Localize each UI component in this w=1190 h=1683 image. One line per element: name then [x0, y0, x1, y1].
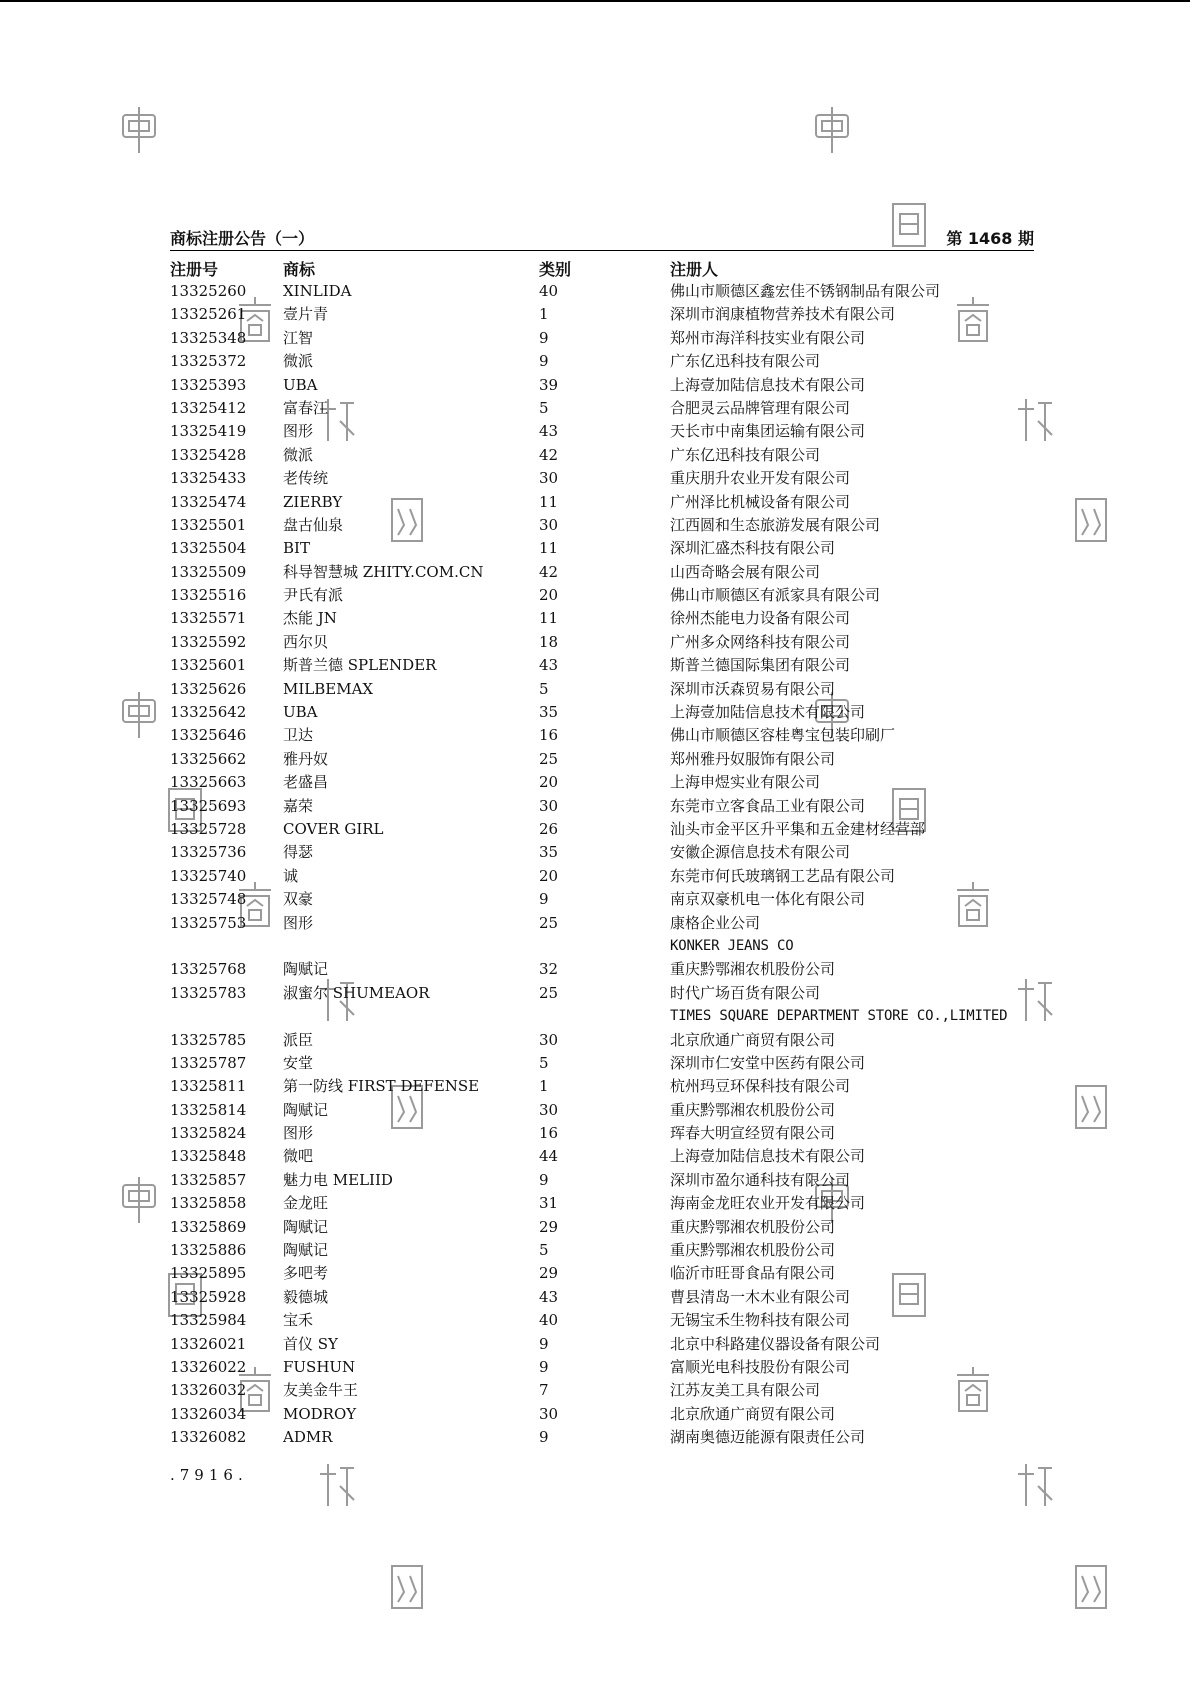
reg-no-cell: 13325260: [170, 282, 247, 300]
class-cell: 30: [539, 515, 559, 534]
watermark-icon: [388, 1562, 426, 1612]
registrant-cell: 徐州杰能电力设备有限公司: [670, 609, 851, 628]
table-row: [170, 397, 1034, 420]
table-row: [170, 795, 1034, 818]
table-row: [170, 350, 1034, 373]
table-row: [170, 841, 1034, 864]
table-row: [170, 1169, 1034, 1192]
reg-no-cell: 13325753: [170, 913, 247, 932]
registrant-cell: 东莞市何氏玻璃钢工艺品有限公司: [670, 866, 896, 885]
class-cell: 18: [539, 632, 559, 651]
registrant-cell: 重庆黔鄂湘农机股份公司: [670, 960, 836, 979]
col-mark: 商标: [283, 260, 316, 279]
table-row: [170, 1075, 1034, 1098]
reg-no-cell: 13325783: [170, 983, 247, 1002]
table-row: [170, 1029, 1034, 1052]
reg-no-cell: 13325504: [170, 539, 247, 558]
mark-cell: 图形: [283, 1124, 314, 1143]
table-row: [170, 303, 1034, 326]
mark-cell: 微派: [283, 445, 314, 464]
reg-no-cell: 13326022: [170, 1357, 247, 1376]
mark-cell: 金龙旺: [283, 1194, 329, 1213]
class-cell: 11: [539, 492, 559, 511]
reg-no-cell: 13325768: [170, 960, 247, 979]
registrant-cell: 时代广场百货有限公司: [670, 983, 821, 1002]
registrant-cell: 重庆黔鄂湘农机股份公司: [670, 1100, 836, 1119]
mark-cell: 陶赋记: [283, 1241, 329, 1260]
reg-no-cell: 13325848: [170, 1147, 247, 1166]
class-cell: 20: [539, 773, 559, 792]
mark-cell: XINLIDA: [283, 282, 352, 300]
class-cell: 40: [539, 1311, 559, 1330]
mark-cell: ZIERBY: [283, 492, 343, 511]
class-cell: 32: [539, 960, 559, 979]
registrant-cell: 安徽企源信息技术有限公司: [670, 843, 851, 862]
registration-table: [170, 280, 1034, 1450]
class-cell: 9: [539, 328, 549, 347]
registrant-cell: 无锡宝禾生物科技有限公司: [670, 1311, 851, 1330]
class-cell: 30: [539, 1100, 559, 1119]
table-row: [170, 491, 1034, 514]
registrant-cell: 北京欣通广商贸有限公司: [670, 1030, 836, 1049]
mark-cell: 老盛昌: [283, 773, 329, 792]
reg-no-cell: 13325626: [170, 679, 247, 698]
registrant-cell: 重庆黔鄂湘农机股份公司: [670, 1241, 836, 1260]
table-row: [170, 1122, 1034, 1145]
page-number: .7916.: [170, 1466, 248, 1484]
mark-cell: 富春江: [283, 398, 329, 417]
top-border: [0, 0, 1190, 2]
reg-no-cell: 13325261: [170, 305, 247, 324]
col-class: 类别: [539, 260, 572, 279]
table-row: [170, 865, 1034, 888]
table-row: [170, 1356, 1034, 1379]
registrant-cell: 珲春大明宣经贸有限公司: [670, 1124, 836, 1143]
reg-no-cell: 13325662: [170, 749, 247, 768]
table-row: [170, 1403, 1034, 1426]
registrant-cell: TIMES SQUARE DEPARTMENT STORE CO.,LIMITED: [670, 1008, 1008, 1025]
table-row: [170, 607, 1034, 630]
reg-no-cell: 13325509: [170, 562, 247, 581]
table-row: [170, 1262, 1034, 1285]
mark-cell: 卫达: [283, 726, 314, 745]
registrant-cell: 合肥灵云品牌管理有限公司: [670, 398, 851, 417]
table-row: [170, 678, 1034, 701]
reg-no-cell: 13325895: [170, 1264, 247, 1283]
registrant-cell: 深圳市盈尔通科技有限公司: [670, 1170, 851, 1189]
class-cell: 25: [539, 913, 559, 932]
registrant-cell: 广东亿迅科技有限公司: [670, 352, 821, 371]
class-cell: 25: [539, 983, 559, 1002]
registrant-cell: 上海壹加陆信息技术有限公司: [670, 703, 866, 722]
table-row: [170, 1216, 1034, 1239]
mark-cell: 图形: [283, 422, 314, 441]
class-cell: 30: [539, 796, 559, 815]
class-cell: 5: [539, 398, 549, 417]
reg-no-cell: 13325663: [170, 773, 247, 792]
watermark-icon: [1016, 1460, 1054, 1510]
registrant-cell: 临沂市旺哥食品有限公司: [670, 1264, 836, 1283]
table-row: [170, 1192, 1034, 1215]
registrant-cell: 深圳市仁安堂中医药有限公司: [670, 1053, 866, 1072]
mark-cell: 诚: [283, 866, 299, 885]
registrant-cell: 广东亿迅科技有限公司: [670, 445, 821, 464]
registrant-cell: 深圳市润康植物营养技术有限公司: [670, 305, 896, 324]
table-row: [170, 771, 1034, 794]
class-cell: 43: [539, 422, 559, 441]
table-row: [170, 1145, 1034, 1168]
reg-no-cell: 13326082: [170, 1428, 247, 1447]
reg-no-cell: 13325740: [170, 866, 247, 885]
mark-cell: 宝禾: [283, 1311, 314, 1330]
table-row: [170, 1005, 1034, 1028]
registrant-cell: 斯普兰德国际集团有限公司: [670, 656, 851, 675]
table-row: [170, 1286, 1034, 1309]
table-row: [170, 467, 1034, 490]
table-row: [170, 561, 1034, 584]
class-cell: 35: [539, 843, 559, 862]
table-row: [170, 631, 1034, 654]
registrant-cell: 佛山市顺德区鑫宏佳不锈钢制品有限公司: [670, 282, 941, 300]
table-row: [170, 982, 1034, 1005]
class-cell: 16: [539, 1124, 559, 1143]
class-cell: 5: [539, 1053, 549, 1072]
class-cell: 29: [539, 1217, 559, 1236]
mark-cell: 壹片青: [283, 305, 329, 324]
table-row: [170, 724, 1034, 747]
reg-no-cell: 13325419: [170, 422, 247, 441]
class-cell: 9: [539, 890, 549, 909]
mark-cell: 魅力电 MELIID: [283, 1170, 393, 1189]
mark-cell: UBA: [283, 375, 318, 394]
table-row: [170, 327, 1034, 350]
mark-cell: 西尔贝: [283, 632, 329, 651]
reg-no-cell: 13325858: [170, 1194, 247, 1213]
reg-no-cell: 13326034: [170, 1404, 247, 1423]
mark-cell: 老传统: [283, 469, 329, 488]
class-cell: 29: [539, 1264, 559, 1283]
reg-no-cell: 13325372: [170, 352, 247, 371]
class-cell: 9: [539, 352, 549, 371]
table-row: [170, 584, 1034, 607]
reg-no-cell: 13325811: [170, 1077, 247, 1096]
table-row: [170, 1379, 1034, 1402]
table-row: [170, 748, 1034, 771]
mark-cell: 雅丹奴: [283, 749, 329, 768]
registrant-cell: 佛山市顺德区有派家具有限公司: [670, 586, 881, 605]
class-cell: 7: [539, 1381, 549, 1400]
registrant-cell: 深圳汇盛杰科技有限公司: [670, 539, 836, 558]
registrant-cell: 上海申煜实业有限公司: [670, 773, 821, 792]
reg-no-cell: 13325393: [170, 375, 247, 394]
watermark-icon: [1072, 495, 1110, 545]
col-reg-no: 注册号: [170, 260, 219, 279]
registrant-cell: 天长市中南集团运输有限公司: [670, 422, 866, 441]
table-row: [170, 701, 1034, 724]
registrant-cell: KONKER JEANS CO: [670, 937, 794, 954]
mark-cell: 陶赋记: [283, 960, 329, 979]
mark-cell: 微吧: [283, 1147, 314, 1166]
mark-cell: 盘古仙泉: [283, 515, 344, 534]
mark-cell: 双豪: [283, 890, 314, 909]
reg-no-cell: 13325428: [170, 445, 247, 464]
registrant-cell: 杭州玛豆环保科技有限公司: [670, 1077, 851, 1096]
mark-cell: 派臣: [283, 1030, 314, 1049]
registrant-cell: 上海壹加陆信息技术有限公司: [670, 375, 866, 394]
registrant-cell: 山西奇略会展有限公司: [670, 562, 821, 581]
reg-no-cell: 13325501: [170, 515, 247, 534]
mark-cell: UBA: [283, 703, 318, 722]
mark-cell: 杰能 JN: [283, 609, 337, 628]
reg-no-cell: 13325748: [170, 890, 247, 909]
registrant-cell: 湖南奥德迈能源有限责任公司: [670, 1428, 866, 1447]
table-row: [170, 514, 1034, 537]
table-row: [170, 888, 1034, 911]
class-cell: 9: [539, 1357, 549, 1376]
registrant-cell: 海南金龙旺农业开发有限公司: [670, 1194, 866, 1213]
reg-no-cell: 13325516: [170, 586, 247, 605]
watermark-icon: [120, 105, 158, 155]
reg-no-cell: 13325348: [170, 328, 247, 347]
reg-no-cell: 13325601: [170, 656, 247, 675]
table-row: [170, 1426, 1034, 1449]
mark-cell: 陶赋记: [283, 1100, 329, 1119]
watermark-icon: [813, 105, 851, 155]
table-row: [170, 1052, 1034, 1075]
table-row: [170, 1099, 1034, 1122]
class-cell: 40: [539, 282, 559, 300]
col-registrant: 注册人: [670, 260, 719, 279]
registrant-cell: 东莞市立客食品工业有限公司: [670, 796, 866, 815]
class-cell: 31: [539, 1194, 559, 1213]
registrant-cell: 重庆黔鄂湘农机股份公司: [670, 1217, 836, 1236]
class-cell: 9: [539, 1334, 549, 1353]
reg-no-cell: 13325814: [170, 1100, 247, 1119]
mark-cell: 陶赋记: [283, 1217, 329, 1236]
mark-cell: 毅德城: [283, 1287, 329, 1306]
mark-cell: 尹氏有派: [283, 586, 344, 605]
mark-cell: ADMR: [283, 1428, 333, 1447]
publication-title: 商标注册公告（一）: [170, 229, 315, 248]
reg-no-cell: 13325886: [170, 1241, 247, 1260]
mark-cell: MODROY: [283, 1404, 357, 1423]
registrant-cell: 北京欣通广商贸有限公司: [670, 1404, 836, 1423]
watermark-icon: [120, 1175, 158, 1225]
mark-cell: 江智: [283, 328, 314, 347]
mark-cell: 微派: [283, 352, 314, 371]
table-row: [170, 537, 1034, 560]
table-row: [170, 935, 1034, 958]
reg-no-cell: 13326021: [170, 1334, 247, 1353]
mark-cell: MILBEMAX: [283, 679, 374, 698]
registrant-cell: 佛山市顺德区容桂粤宝包装印刷厂: [670, 726, 896, 745]
table-row: [170, 420, 1034, 443]
mark-cell: 得瑟: [283, 843, 314, 862]
reg-no-cell: 13325592: [170, 632, 247, 651]
mark-cell: 科导智慧城 ZHITY.COM.CN: [283, 562, 484, 581]
registrant-cell: 江苏友美工具有限公司: [670, 1381, 821, 1400]
registrant-cell: 郑州雅丹奴服饰有限公司: [670, 749, 836, 768]
registrant-cell: 重庆朋升农业开发有限公司: [670, 469, 851, 488]
reg-no-cell: 13325787: [170, 1053, 247, 1072]
mark-cell: 首仪 SY: [283, 1334, 338, 1353]
reg-no-cell: 13325728: [170, 819, 247, 838]
class-cell: 39: [539, 375, 559, 394]
registrant-cell: 南京双豪机电一体化有限公司: [670, 890, 866, 909]
class-cell: 30: [539, 1030, 559, 1049]
reg-no-cell: 13325869: [170, 1217, 247, 1236]
reg-no-cell: 13325785: [170, 1030, 247, 1049]
mark-cell: COVER GIRL: [283, 819, 384, 838]
registrant-cell: 江西圆和生态旅游发展有限公司: [670, 515, 881, 534]
table-row: [170, 280, 1034, 303]
table-row: [170, 1309, 1034, 1332]
registrant-cell: 富顺光电科技股份有限公司: [670, 1357, 851, 1376]
reg-no-cell: 13325736: [170, 843, 247, 862]
watermark-icon: [318, 1460, 356, 1510]
mark-cell: FUSHUN: [283, 1357, 356, 1376]
table-row: [170, 374, 1034, 397]
class-cell: 30: [539, 469, 559, 488]
watermark-icon: [1072, 1562, 1110, 1612]
reg-no-cell: 13326032: [170, 1381, 247, 1400]
registrant-cell: 上海壹加陆信息技术有限公司: [670, 1147, 866, 1166]
table-row: [170, 1239, 1034, 1262]
class-cell: 43: [539, 1287, 559, 1306]
registrant-cell: 广州多众网络科技有限公司: [670, 632, 851, 651]
registrant-cell: 北京中科路建仪器设备有限公司: [670, 1334, 881, 1353]
class-cell: 11: [539, 539, 559, 558]
class-cell: 25: [539, 749, 559, 768]
registrant-cell: 康格企业公司: [670, 913, 761, 932]
class-cell: 30: [539, 1404, 559, 1423]
reg-no-cell: 13325857: [170, 1170, 247, 1189]
registrant-cell: 深圳市沃森贸易有限公司: [670, 679, 836, 698]
class-cell: 26: [539, 819, 559, 838]
mark-cell: 第一防线 FIRST DEFENSE: [283, 1077, 480, 1096]
class-cell: 9: [539, 1170, 549, 1189]
table-row: [170, 912, 1034, 935]
class-cell: 11: [539, 609, 559, 628]
mark-cell: 安堂: [283, 1053, 314, 1072]
reg-no-cell: 13325412: [170, 398, 247, 417]
reg-no-cell: 13325984: [170, 1311, 247, 1330]
reg-no-cell: 13325928: [170, 1287, 247, 1306]
reg-no-cell: 13325693: [170, 796, 247, 815]
registrant-cell: 郑州市海洋科技实业有限公司: [670, 328, 866, 347]
class-cell: 20: [539, 866, 559, 885]
table-row: [170, 1333, 1034, 1356]
class-cell: 5: [539, 1241, 549, 1260]
table-row: [170, 654, 1034, 677]
class-cell: 9: [539, 1428, 549, 1447]
registrant-cell: 曹县清岛一木木业有限公司: [670, 1287, 851, 1306]
class-cell: 43: [539, 656, 559, 675]
table-row: [170, 444, 1034, 467]
mark-cell: 嘉荣: [283, 796, 314, 815]
class-cell: 5: [539, 679, 549, 698]
table-row: [170, 818, 1034, 841]
watermark-icon: [1072, 1082, 1110, 1132]
mark-cell: 淑蜜尔 SHUMEAOR: [283, 983, 430, 1002]
class-cell: 1: [539, 305, 549, 324]
table-row: [170, 958, 1034, 981]
reg-no-cell: 13325474: [170, 492, 247, 511]
mark-cell: BIT: [283, 539, 310, 558]
column-headers: [170, 257, 1034, 279]
mark-cell: 友美金牛王: [283, 1381, 359, 1400]
class-cell: 42: [539, 445, 559, 464]
reg-no-cell: 13325646: [170, 726, 247, 745]
registrant-cell: 广州泽比机械设备有限公司: [670, 492, 851, 511]
class-cell: 42: [539, 562, 559, 581]
class-cell: 35: [539, 703, 559, 722]
reg-no-cell: 13325571: [170, 609, 247, 628]
class-cell: 44: [539, 1147, 559, 1166]
mark-cell: 图形: [283, 913, 314, 932]
mark-cell: 多吧考: [283, 1264, 329, 1283]
mark-cell: 斯普兰德 SPLENDER: [283, 656, 437, 675]
page-header: [170, 222, 1034, 251]
reg-no-cell: 13325642: [170, 703, 247, 722]
class-cell: 16: [539, 726, 559, 745]
class-cell: 1: [539, 1077, 549, 1096]
watermark-icon: [120, 690, 158, 740]
issue-number: 第 1468 期: [946, 229, 1034, 248]
registrant-cell: 汕头市金平区升平集和五金建材经营部: [670, 819, 926, 838]
reg-no-cell: 13325433: [170, 469, 247, 488]
class-cell: 20: [539, 586, 559, 605]
reg-no-cell: 13325824: [170, 1124, 247, 1143]
